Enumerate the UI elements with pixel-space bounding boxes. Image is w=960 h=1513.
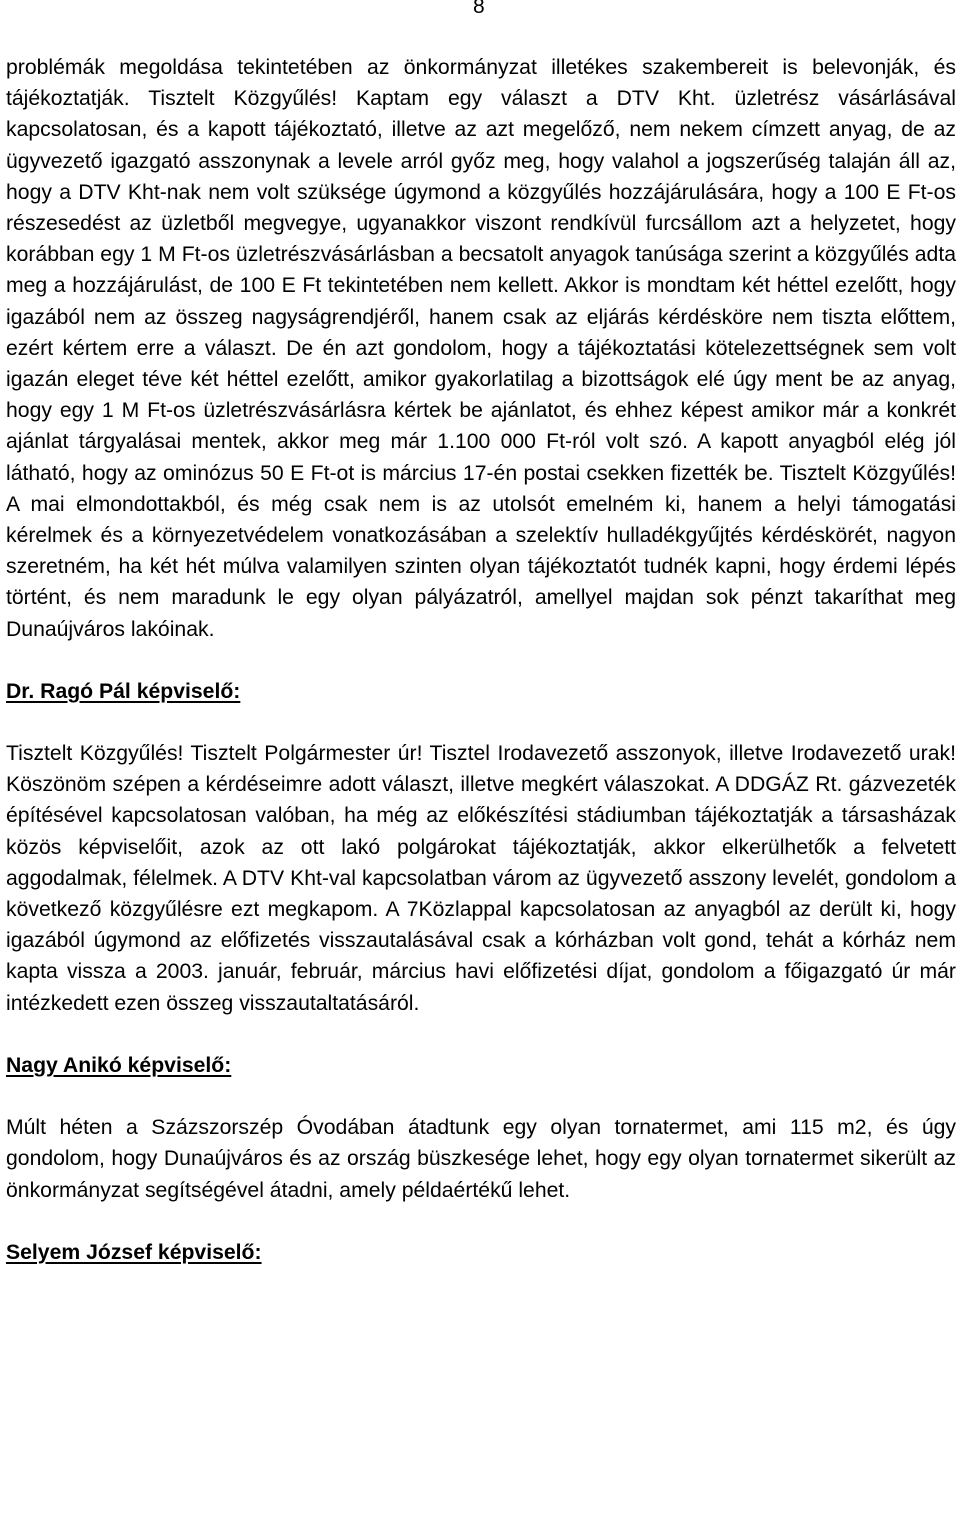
speaker-heading: Nagy Anikó képviselő: — [6, 1053, 232, 1077]
paragraph: Múlt héten a Százszorszép Óvodában átadtunk egy olyan tornatermet, ami 115 m2, és úgy gondolom, hogy Dunaújváros és az ország büszkesége lehet, hogy egy olyan tornatermet sikerült az önkormányzat segítségével átadni, amely példaértékű lehet. — [6, 1116, 956, 1202]
speaker-heading: Dr. Ragó Pál képviselő: — [6, 679, 241, 703]
paragraph: problémák megoldása tekintetében az önkormányzat illetékes szakembereit is belevonják, és tájékoztatják. Tisztelt Közgyűlés! Kaptam egy választ a DTV Kht. üzletrész vásárlásával kapcsolatosan, és a kapott tájékoztató, illetve az azt megelőző, nem nekem címzett anyag, de az ügyvezető igazgató asszonynak a levele arról győz meg, hogy valahol a jogszerűség talaján áll az, hogy a DTV Kht-nak nem volt szüksége úgymond a közgyűlés hozzájárulására, hogy a 100 E Ft-os részesedést az üzletből megvegye, ugyanakkor viszont rendkívül furcsállom azt a helyzetet, hogy korábban egy 1 M Ft-os üzletrészvásárlásban a becsatolt anyagok tanúsága szerint a közgyűlés adta meg a hozzájárulást, de 100 E Ft tekintetében nem kellett. Akkor is mondtam két héttel ezelőtt, hogy igazából nem az összeg nagyságrendjéről, hanem csak az eljárás kérdésköre nem tiszta előttem, ezért kértem erre a választ. De én azt gondolom, hogy a tájékoztatási kötelezettségnek sem volt igazán eleget téve két héttel ezelőtt, amikor gyakorlatilag a bizottságok elé úgy ment be az anyag, hogy egy 1 M Ft-os üzletrészvásárlásra kértek be ajánlatot, és ehhez képest amikor már a konkrét ajánlat tárgyalásai mentek, akkor meg már 1.100 000 Ft-ról volt szó. A kapott anyagból elég jól látható, hogy az ominózus 50 E Ft-ot is március 17-én postai csekken fizették be. Tisztelt Közgyűlés! A mai elmondottakból, és még csak nem is az utolsót emelném ki, hanem a helyi támogatási kérelmek és a környezetvédelem vonatkozásában a szelektív hulladékgyűjtés kérdéskörét, nagyon szeretném, ha két hét múlva valamilyen szinten olyan tájékoztatót tudnék kapni, hogy érdemi lépés történt, és nem maradunk le egy olyan pályázatról, amellyel majdan sok pénzt takaríthat meg Dunaújváros lakóinak. — [6, 56, 956, 641]
page-number: 8 — [473, 0, 485, 18]
document-body — [6, 52, 956, 1268]
speaker-heading: Selyem József képviselő: — [6, 1240, 262, 1264]
paragraph: Tisztelt Közgyűlés! Tisztelt Polgármester úr! Tisztel Irodavezető asszonyok, illetve Irodavezető urak! Köszönöm szépen a kérdéseimre adott választ, illetve megkért válaszokat. A DDGÁZ Rt. gázvezeték építésével kapcsolatosan valóban, ha még az előkészítési stádiumban tájékoztatják a társasházak közös képviselőit, azok az ott lakó polgárokat tájékoztatják, akkor elkerülhetők a felvetett aggodalmak, félelmek. A DTV Kht-val kapcsolatban várom az ügyvezető asszony levelét, gondolom a következő közgyűlésre ezt megkapom. A 7Közlappal kapcsolatosan az anyagból az derült ki, hogy igazából úgymond az előfizetés visszautalásával csak a kórházban volt gond, tehát a kórház nem kapta vissza a 2003. január, február, március havi előfizetési díjat, gondolom a főigazgató úr már intézkedett ezen összeg visszautaltatásáról. — [6, 742, 956, 1015]
